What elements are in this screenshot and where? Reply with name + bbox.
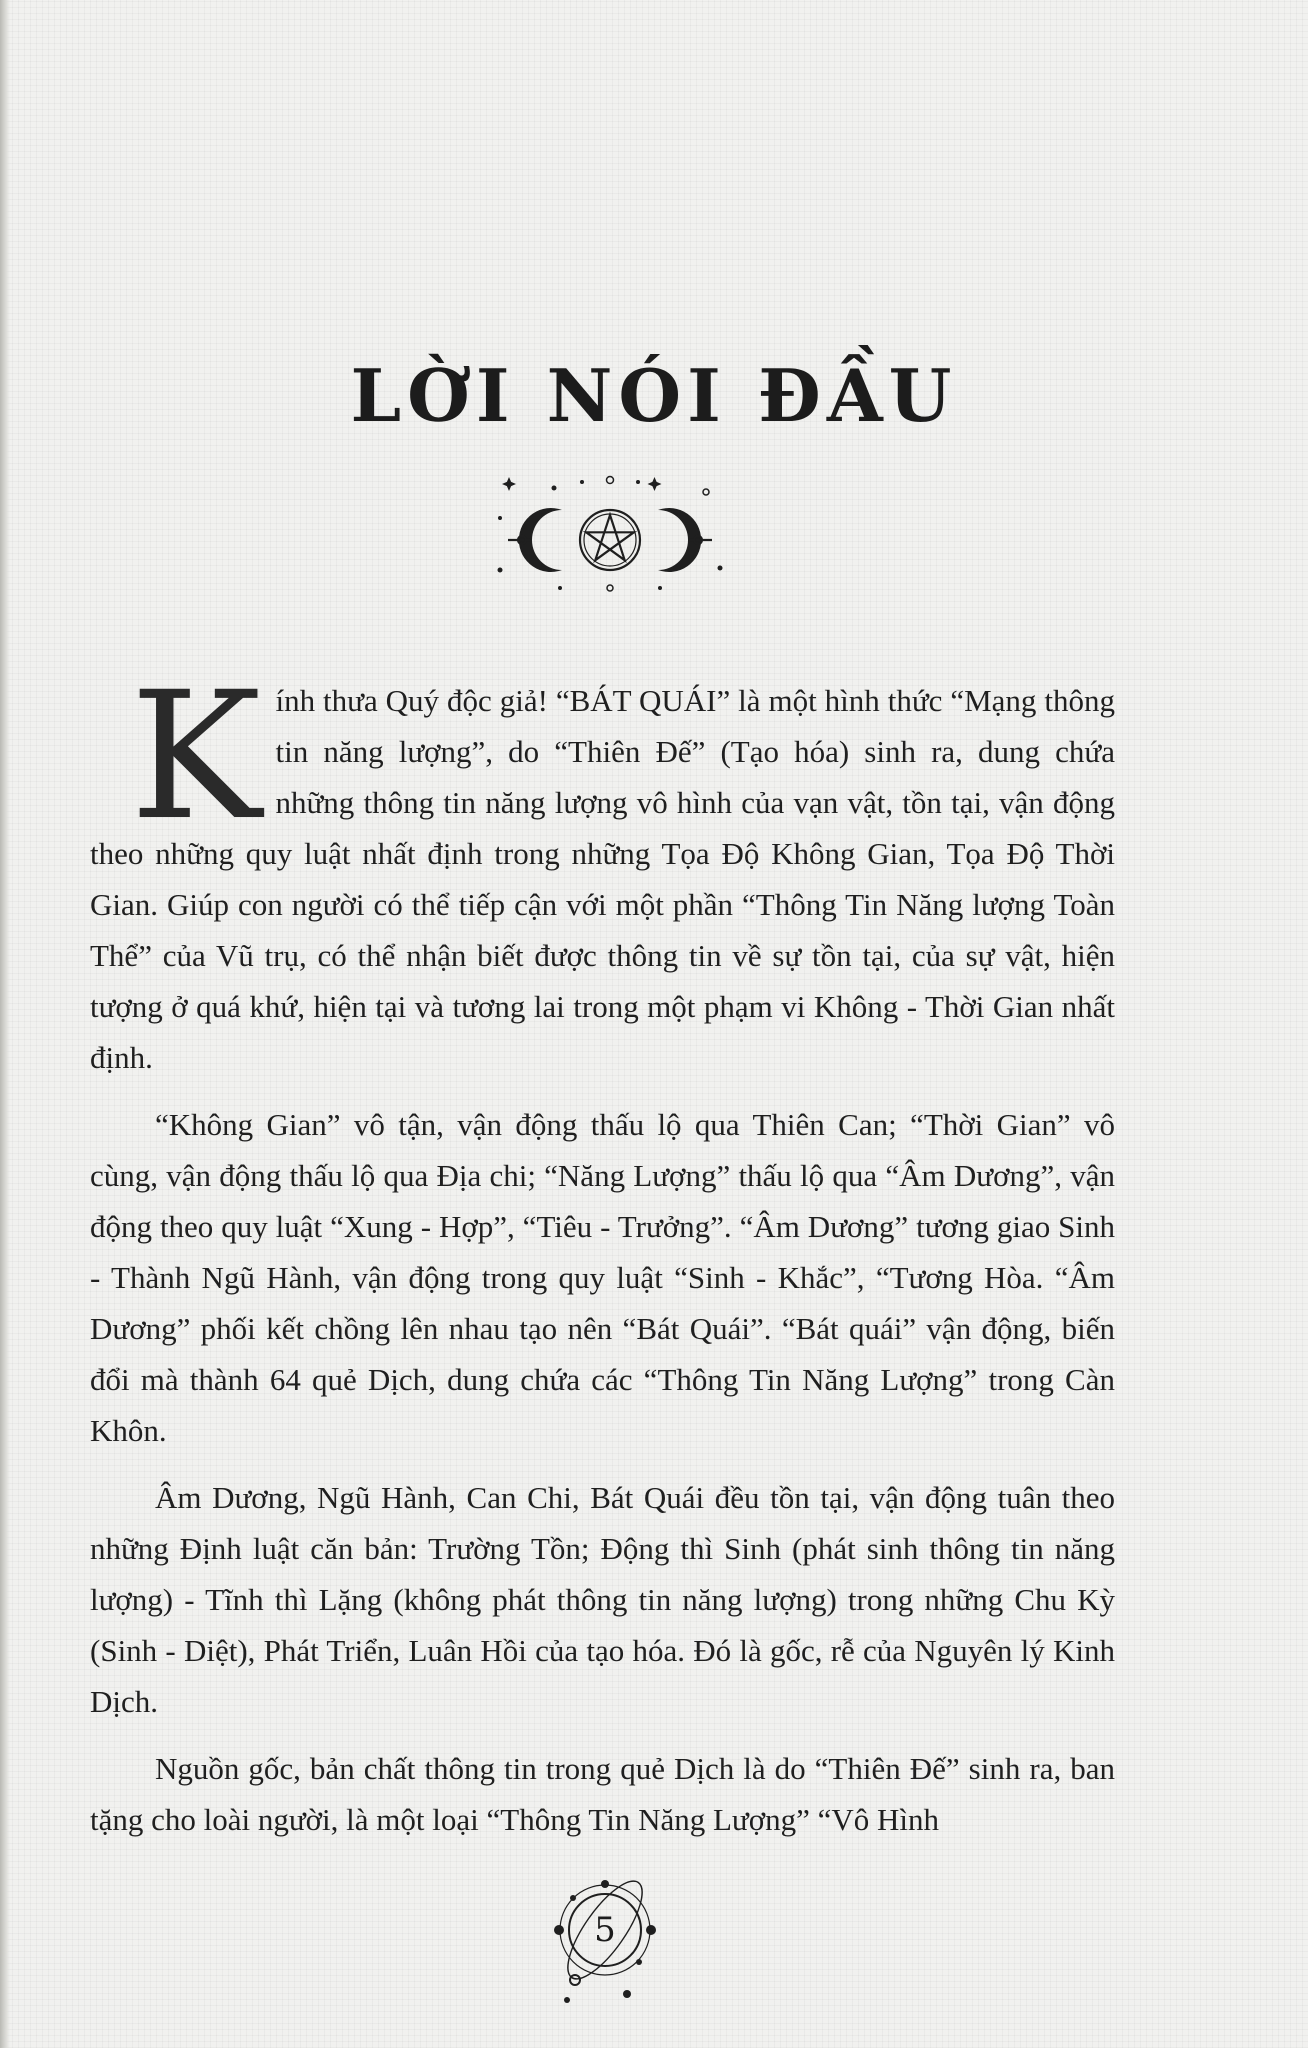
- dropcap-letter: K: [130, 654, 262, 859]
- page-spine-edge: [0, 0, 10, 2048]
- page-number-badge: [535, 1868, 675, 2018]
- paragraph-4: Nguồn gốc, bản chất thông tin trong quẻ Dịch là do “Thiên Đế” sinh ra, ban tặng cho loài người, là một loại “Thông Tin Năng Lượng” “Vô Hình: [90, 1751, 1115, 1837]
- page-title: LỜI NÓI ĐẦU: [350, 353, 958, 438]
- body-text: [90, 654, 1115, 1861]
- paragraph-3: Âm Dương, Ngũ Hành, Can Chi, Bát Quái đều tồn tại, vận động tuân theo những Định luật căn bản: Trường Tồn; Động thì Sinh (phát sinh thông tin năng lượng) - Tĩnh thì Lặng (không phát thông tin năng lượng) trong những Chu Kỳ (Sinh - Diệt), Phát Triển, Luân Hồi của tạo hóa. Đó là gốc, rễ của Nguyên lý Kinh Dịch.: [90, 1480, 1115, 1719]
- paragraph-1: [90, 654, 1115, 1083]
- paragraph-1-text: ính thưa Quý độc giả! “BÁT QUÁI” là một hình thức “Mạng thông tin năng lượng”, do “Thiên Đế” (Tạo hóa) sinh ra, dung chứa những thông tin năng lượng vô hình của vạn vật, tồn tại, vận động theo những quy luật nhất định trong những Tọa Độ Không Gian, Tọa Độ Thời Gian. Giúp con người có thể tiếp cận với một phần “Thông Tin Năng lượng Toàn Thể” của Vũ trụ, có thể nhận biết được thông tin về sự tồn tại, của sự vật, hiện tượng ở quá khứ, hiện tại và tương lai trong một phạm vi Không - Thời Gian nhất định.: [90, 683, 1115, 1075]
- paragraph-2: “Không Gian” vô tận, vận động thấu lộ qua Thiên Can; “Thời Gian” vô cùng, vận động thấu lộ qua Địa chi; “Năng Lượng” thấu lộ qua “Âm Dương”, vận động theo quy luật “Xung - Hợp”, “Tiêu - Trưởng”. “Âm Dương” tương giao Sinh - Thành Ngũ Hành, vận động trong quy luật “Sinh - Khắc”, “Tương Hòa. “Âm Dương” phối kết chồng lên nhau tạo nên “Bát Quái”. “Bát quái” vận động, biến đổi mà thành 64 quẻ Dịch, dung chứa các “Thông Tin Năng Lượng” trong Càn Khôn.: [90, 1107, 1115, 1448]
- page-number: 5: [594, 1910, 616, 1950]
- pentacle-triple-moon-icon: [490, 470, 730, 600]
